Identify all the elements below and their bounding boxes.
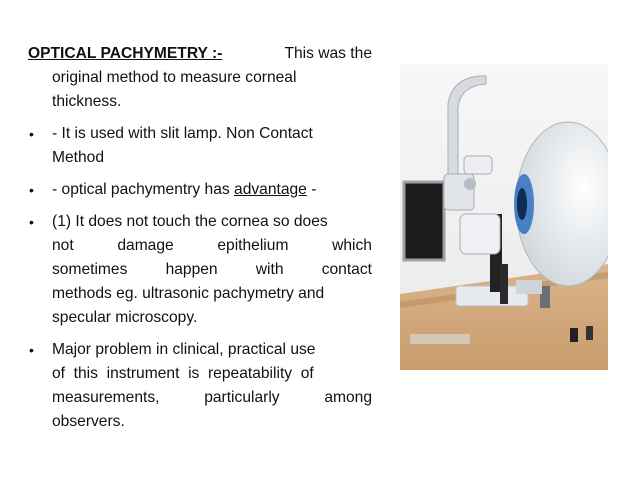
bullet-icon: • — [29, 342, 34, 358]
intro-line-2: original method to measure corneal — [52, 69, 297, 86]
bullet-icon: • — [29, 214, 34, 230]
slide-text — [28, 42, 372, 434]
intro-paragraph — [28, 42, 372, 66]
bullet-2: • - optical pachymentry has advantage - — [28, 178, 372, 202]
intro-first-text: This was the — [284, 45, 372, 62]
intro-line-3: thickness. — [52, 93, 122, 110]
bullet-4: • Major problem in clinical, practical use of this instrument is repeatability of measurements, particularly among observers. — [28, 338, 372, 434]
slit-lamp-illustration — [400, 64, 608, 370]
bullet-icon: • — [29, 182, 34, 198]
bullet-1: • - It is used with slit lamp. Non Contact Method — [28, 122, 372, 170]
slide-heading: OPTICAL PACHYMETRY :- — [28, 45, 223, 62]
slit-lamp-photo — [400, 64, 608, 370]
bullet-icon: • — [29, 126, 34, 142]
bullet-3: • (1) It does not touch the cornea so does not damage epithelium which sometimes happen with contact methods eg. ultrasonic pachymetry and specular microscopy. — [28, 210, 372, 330]
advantage-link[interactable]: advantage — [234, 181, 307, 198]
